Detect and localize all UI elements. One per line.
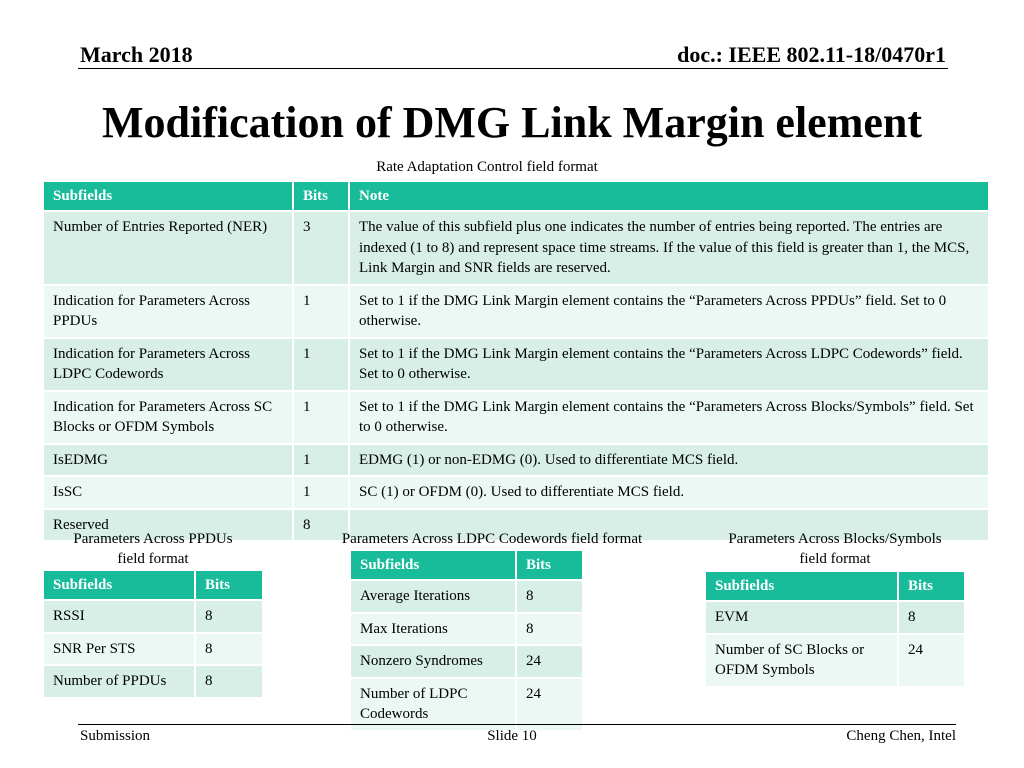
cell-subfield: Indication for Parameters Across PPDUs: [44, 286, 294, 339]
footer-submission: Submission: [80, 728, 151, 744]
cell-subfield: RSSI: [44, 601, 196, 634]
header-bits: Bits: [899, 572, 964, 602]
ldpc-table-caption: Parameters Across LDPC Codewords field format: [341, 531, 643, 547]
table-row: [706, 602, 964, 635]
footer-divider: [78, 724, 956, 725]
ldpc-params-table: [351, 551, 582, 732]
cell-note: EDMG (1) or non-EDMG (0). Used to differentiate MCS field.: [350, 445, 988, 478]
header-subfields: Subfields: [706, 572, 899, 602]
table-row: [44, 601, 262, 634]
sc-table-caption: Parameters Across Blocks/Symbols field format: [728, 531, 942, 567]
header-subfields: Subfields: [44, 182, 294, 212]
cell-bits: 24: [899, 635, 964, 688]
header-divider: [78, 68, 948, 69]
table-header-row: [706, 572, 964, 602]
blocks-symbols-params-table: [706, 572, 964, 688]
cell-bits: 8: [517, 581, 582, 614]
cell-subfield: Number of LDPC Codewords: [351, 679, 517, 732]
header-subfields: Subfields: [44, 571, 196, 601]
table-row: [351, 581, 582, 614]
ppdu-table-caption: Parameters Across PPDUs field format: [73, 531, 233, 567]
cell-subfield: Number of PPDUs: [44, 666, 196, 699]
table-row: [351, 646, 582, 679]
cell-bits: 24: [517, 679, 582, 732]
cell-bits: 1: [294, 445, 350, 478]
cell-subfield: IsSC: [44, 477, 294, 510]
cell-bits: 3: [294, 212, 350, 286]
cell-note: Set to 1 if the DMG Link Margin element contains the “Parameters Across PPDUs” field. Set to 0 otherwise.: [350, 286, 988, 339]
table-row: [44, 212, 988, 286]
cell-subfield: IsEDMG: [44, 445, 294, 478]
header-note: Note: [350, 182, 988, 212]
table-row: [44, 339, 988, 392]
cell-bits: 8: [196, 666, 262, 699]
cell-note: Set to 1 if the DMG Link Margin element contains the “Parameters Across Blocks/Symbols” field. Set to 0 otherwise.: [350, 392, 988, 445]
footer-slide-number: Slide 10: [487, 728, 537, 744]
cell-subfield: Indication for Parameters Across LDPC Codewords: [44, 339, 294, 392]
cell-subfield: SNR Per STS: [44, 634, 196, 667]
cell-note: SC (1) or OFDM (0). Used to differentiate MCS field.: [350, 477, 988, 510]
rate-adaptation-table: [44, 182, 988, 542]
cell-subfield: Indication for Parameters Across SC Blocks or OFDM Symbols: [44, 392, 294, 445]
cell-bits: 1: [294, 392, 350, 445]
table-row: [351, 614, 582, 647]
cell-subfield: EVM: [706, 602, 899, 635]
table-row: [44, 286, 988, 339]
cell-subfield: Average Iterations: [351, 581, 517, 614]
footer-author: Cheng Chen, Intel: [846, 728, 956, 744]
ppdu-params-table: [44, 571, 262, 699]
cell-bits: 8: [196, 601, 262, 634]
table-row: [44, 477, 988, 510]
header-bits: Bits: [294, 182, 350, 212]
cell-subfield: Max Iterations: [351, 614, 517, 647]
slide-title: Modification of DMG Link Margin element: [101, 98, 922, 147]
cell-bits: 1: [294, 477, 350, 510]
header-bits: Bits: [517, 551, 582, 581]
cell-subfield: Nonzero Syndromes: [351, 646, 517, 679]
cell-bits: 8: [294, 510, 350, 543]
cell-bits: 1: [294, 286, 350, 339]
cell-bits: 24: [517, 646, 582, 679]
cell-note: The value of this subfield plus one indicates the number of entries being reported. The entries are indexed (1 to 8) and represent space time streams. If the value of this field is greater than 1, the MCS, Link Margin and SNR fields are reserved.: [350, 212, 988, 286]
header-date: March 2018: [80, 42, 193, 67]
table-row: [44, 445, 988, 478]
table-header-row: [44, 571, 262, 601]
cell-bits: 1: [294, 339, 350, 392]
table-row: [44, 392, 988, 445]
cell-bits: 8: [899, 602, 964, 635]
header-doc-id: doc.: IEEE 802.11-18/0470r1: [677, 42, 946, 67]
cell-bits: 8: [517, 614, 582, 647]
cell-subfield: Number of SC Blocks or OFDM Symbols: [706, 635, 899, 688]
main-table-caption: Rate Adaptation Control field format: [376, 159, 598, 175]
cell-note: Set to 1 if the DMG Link Margin element contains the “Parameters Across LDPC Codewords” field. Set to 0 otherwise.: [350, 339, 988, 392]
table-header-row: [44, 182, 988, 212]
header-subfields: Subfields: [351, 551, 517, 581]
cell-subfield: Reserved: [44, 510, 294, 543]
header-bits: Bits: [196, 571, 262, 601]
cell-subfield: Number of Entries Reported (NER): [44, 212, 294, 286]
table-row: [44, 666, 262, 699]
table-row: [44, 634, 262, 667]
table-row: [706, 635, 964, 688]
cell-bits: 8: [196, 634, 262, 667]
table-header-row: [351, 551, 582, 581]
